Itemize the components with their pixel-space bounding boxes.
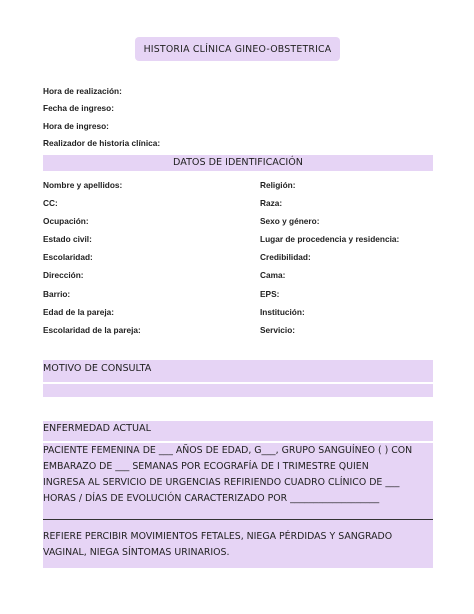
field-eps: EPS: (260, 289, 280, 299)
blank-line-divider (43, 519, 433, 520)
enfermedad-line-3: INGRESA AL SERVICIO DE URGENCIAS REFIRIENDO CUADRO CLÍNICO DE ___ (43, 477, 400, 488)
motivo-content-area (43, 384, 433, 397)
motivo-header: MOTIVO DE CONSULTA (43, 363, 152, 374)
enfermedad-line-2: EMBARAZO DE ___ SEMANAS POR ECOGRAFÍA DE I TRIMESTRE QUIEN (43, 461, 369, 472)
motivo-header-band (43, 360, 433, 382)
field-barrio: Barrio: (43, 289, 71, 299)
identificacion-header: DATOS DE IDENTIFICACIÓN (173, 157, 303, 168)
enfermedad-line-6: VAGINAL, NIEGA SÍNTOMAS URINARIOS. (43, 547, 230, 558)
field-edad-pareja: Edad de la pareja: (43, 307, 115, 317)
enfermedad-line-4: HORAS / DÍAS DE EVOLUCIÓN CARACTERIZADO POR ___________________ (43, 493, 380, 504)
field-religion: Religión: (260, 180, 296, 190)
field-raza: Raza: (260, 198, 283, 208)
field-institucion: Institución: (260, 307, 305, 317)
enfermedad-line-1: PACIENTE FEMENINA DE ___ AÑOS DE EDAD, G___, GRUPO SANGUÍNEO ( ) CON (43, 445, 413, 456)
field-estado-civil: Estado civil: (43, 234, 92, 244)
field-servicio: Servicio: (260, 325, 296, 335)
field-ocupacion: Ocupación: (43, 216, 89, 226)
enfermedad-header: ENFERMEDAD ACTUAL (43, 423, 151, 434)
meta-hora-realizacion: Hora de realización: (43, 86, 122, 96)
meta-realizador: Realizador de historia clínica: (43, 138, 161, 148)
field-escolaridad: Escolaridad: (43, 252, 93, 262)
field-credibilidad: Credibilidad: (260, 252, 311, 262)
field-nombre: Nombre y apellidos: (43, 180, 123, 190)
field-procedencia: Lugar de procedencia y residencia: (260, 234, 400, 244)
field-cc: CC: (43, 198, 58, 208)
field-direccion: Dirección: (43, 270, 84, 280)
meta-fecha-ingreso: Fecha de ingreso: (43, 103, 115, 113)
field-sexo-genero: Sexo y género: (260, 216, 320, 226)
meta-hora-ingreso: Hora de ingreso: (43, 121, 109, 131)
field-escolaridad-pareja: Escolaridad de la pareja: (43, 325, 141, 335)
identificacion-header-band (43, 155, 433, 171)
document-title: HISTORIA CLÍNICA GINEO-OBSTETRICA (135, 37, 340, 61)
enfermedad-line-5: REFIERE PERCIBIR MOVIMIENTOS FETALES, NIEGA PÉRDIDAS Y SANGRADO (43, 531, 393, 542)
field-cama: Cama: (260, 270, 286, 280)
enfermedad-header-band (43, 421, 433, 441)
